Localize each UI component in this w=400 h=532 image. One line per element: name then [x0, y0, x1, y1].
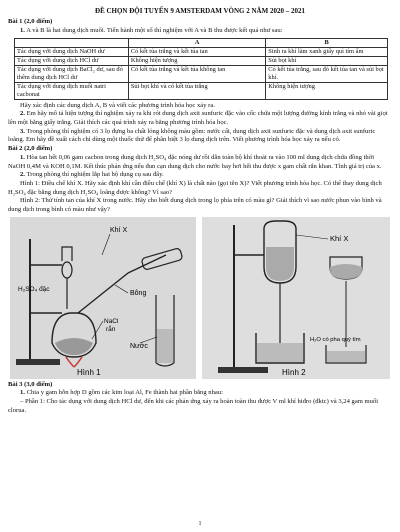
table-cell: Tác dụng với dung dịch NaOH dư: [15, 47, 129, 56]
table-row: [15, 56, 388, 65]
bai1-q2: 2. Em hãy mô tả hiện tượng thí nghiệm xảy ra khi rót dung dịch axit sunfuric đặc vào cốc chứa một lượng đường kính trắng và nhỏ vài giọt lên một băng giấy trắng. Giải thích các quá trình xảy ra bằng phương trình hóa học.: [8, 110, 388, 127]
document-title: ĐỀ CHỌN ĐỘI TUYỂN 9 AMSTERDAM VÒNG 2 NĂM 2020 – 2021: [95, 7, 305, 15]
fig1-label-khi-x: Khí X: [110, 226, 128, 234]
table-cell: Tác dụng với dung dịch BaCl₂ dư, sau đó thêm dung dịch HCl dư: [15, 65, 129, 82]
figure-1-caption: Hình 1: [77, 367, 101, 377]
bai1-q3: 3. Trong phòng thí nghiệm có 3 lọ đựng ba chất lỏng không màu gồm: nước cất, dung dịch axit sunfuric đặc và dung dịch axit sunfuric loãng. Em hãy đề xuất cách chỉ dùng một thuốc thử để phân biệt 3 lọ dung dịch trên. Viết phương trình hóa học xảy ra nếu có.: [8, 127, 376, 144]
document-page: [8, 0, 392, 416]
table-cell: Có kết tủa trắng, sau đó kết tủa tan và sủi bọt khí.: [266, 65, 388, 82]
table-row: [15, 47, 388, 56]
figures-row: [8, 217, 392, 379]
bai1-q1: 1. A và B là hai dung dịch muối. Tiến hành một số thí nghiệm với A và B thu được kết quả như sau:: [20, 26, 283, 34]
bai3-q1: 1. Chia y gam hỗn hợp D gồm các kim loại Al, Fe thành hai phần bằng nhau:: [20, 389, 223, 397]
fig2-label-khi-x: Khí X: [330, 233, 349, 243]
figure-2-photo: [202, 217, 390, 379]
table-cell: Sinh ra khí làm xanh giấy quì tím ẩm: [266, 47, 388, 56]
bai2-hinh1-text: Hình 1: Điều chế khí X. Hãy xác định khí cần điều chế (khí X) là chất nào (gọi tên X)? Viết phương trình hóa học. Có thể thay dung dịch H₂SO₄ đặc bằng dung dịch H₂SO₄ loãng được không? Vì sao?: [8, 179, 382, 196]
apparatus-1-illustration: [10, 217, 196, 379]
table-cell: Sủi bọt khí và có kết tủa trắng: [128, 82, 265, 99]
fig1-label-nuoc: Nước: [130, 342, 148, 350]
bai3-part1: – Phần 1: Cho tác dụng với dung dịch HCl dư, đến khi các phản ứng xảy ra hoàn toàn thu được V ml khí hiđro (đktc) và 3,24 gam muối clorua.: [8, 398, 379, 414]
figure-2-caption: Hình 2: [282, 367, 306, 377]
bai2-q2: 2. Trong phòng thí nghiệm lắp hai bộ dụng cụ sau đây.: [20, 171, 164, 179]
table-cell: Có kết tủa trắng và kết tủa tan: [128, 47, 265, 56]
table-row: [15, 65, 388, 82]
page-number: 1: [198, 521, 202, 527]
bai2-q1: 1. Hòa tan hết 0,06 gam cacbon trong dung dịch H₂SO₄ đặc nóng dư rồi dẫn toàn bộ khí thoát ra vào 100 ml dung dịch chứa đồng thời NaOH 0,4M và KOH 0,1M. Kết thúc phản ứng nếu đun cạn dung dịch cho nước bay hơi hết thu được x gam chất rắn khan. Tính giá trị của x.: [8, 153, 382, 170]
bai1-heading: Bài 1 (2,0 điểm): [8, 18, 53, 26]
table-cell: Tác dụng với dung dịch HCl dư: [15, 56, 129, 65]
fig1-label-ran: rắn: [106, 325, 116, 333]
table-header-cell: B: [266, 38, 388, 47]
table-header-cell: A: [128, 38, 265, 47]
fig1-label-bong: Bông: [130, 289, 147, 297]
table-cell: Tác dụng với dung dịch muối natri cacbonat: [15, 82, 129, 99]
fig1-label-h2so4: H₂SO₄ đặc: [18, 285, 50, 293]
table-cell: Không hiện tượng: [266, 82, 388, 99]
table-row: [15, 82, 388, 99]
table-header-row: [15, 38, 388, 47]
apparatus-2-illustration: [202, 217, 390, 379]
fig1-label-nacl: NaCl: [104, 317, 119, 325]
table-cell: Có kết tủa trắng và kết tủa không tan: [128, 65, 265, 82]
results-table: [14, 38, 388, 100]
bai1-q1-after: Hãy xác định các dung dịch A, B và viết các phương trình hóa học xảy ra.: [20, 101, 215, 109]
bai2-hinh2-text: Hình 2: Thử tính tan của khí X trong nước. Hãy cho biết dung dịch trong lọ phía trên có màu gì? Giải thích vì sao nước phun vào bình và dung dịch trong bình có màu như vậy?: [8, 197, 382, 214]
fig2-label-water: H₂O có pha quỳ tím: [310, 336, 361, 343]
figure-1-photo: [10, 217, 196, 379]
table-cell: Không hiện tượng: [128, 56, 265, 65]
table-header-cell: [15, 38, 129, 47]
table-cell: Sủi bọt khí: [266, 56, 388, 65]
bai3-heading: Bài 3 (3,0 điểm): [8, 380, 53, 388]
bai2-heading: Bài 2 (2,0 điểm): [8, 145, 53, 153]
